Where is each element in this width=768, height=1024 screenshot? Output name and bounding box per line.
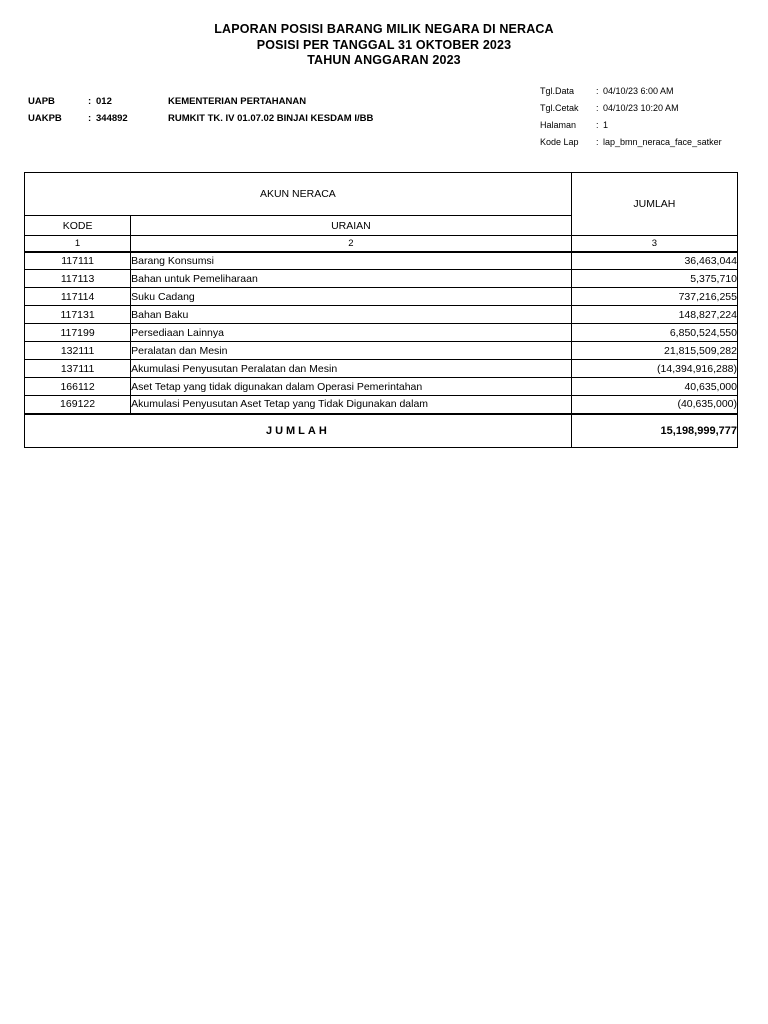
total-value: 15,198,999,777: [571, 414, 737, 448]
cell-jumlah: 5,375,710: [571, 270, 737, 288]
table-row: [25, 360, 738, 378]
meta-value-kode-lap: lap_bmn_neraca_face_satker: [603, 136, 722, 147]
report-title-line-2: POSISI PER TANGGAL 31 OKTOBER 2023: [256, 37, 512, 52]
cell-kode: 169122: [25, 396, 131, 414]
column-number-jumlah: 3: [571, 236, 737, 252]
header-info-band: [0, 86, 768, 164]
cell-jumlah: 36,463,044: [571, 252, 737, 270]
meta-colon-tgl-data: :: [596, 85, 599, 96]
meta-colon-tgl-cetak: :: [596, 102, 599, 113]
cell-kode: 117199: [25, 324, 131, 342]
cell-kode: 132111: [25, 342, 131, 360]
table-row: [25, 396, 738, 414]
entity-identity-block: [28, 96, 373, 130]
identity-code-uapb: 012: [96, 95, 112, 107]
meta-label-tgl-data: Tgl.Data: [540, 85, 575, 96]
cell-jumlah: 21,815,509,282: [571, 342, 737, 360]
table-row: [25, 252, 738, 270]
cell-uraian: Suku Cadang: [131, 288, 572, 306]
cell-kode: 117113: [25, 270, 131, 288]
column-number-kode: 1: [25, 236, 131, 252]
meta-colon-kode-lap: :: [596, 136, 599, 147]
balance-sheet-table: [24, 172, 738, 448]
cell-jumlah: 40,635,000: [571, 378, 737, 396]
balance-sheet-table-wrapper: [24, 172, 738, 448]
table-header-group-row: [25, 173, 738, 216]
cell-kode: 137111: [25, 360, 131, 378]
cell-kode: 166112: [25, 378, 131, 396]
meta-label-kode-lap: Kode Lap: [540, 136, 579, 147]
identity-label-uakpb: UAKPB: [28, 112, 62, 124]
meta-row-halaman: [540, 120, 722, 137]
meta-value-tgl-data: 04/10/23 6:00 AM: [603, 85, 674, 96]
report-title-line-1: LAPORAN POSISI BARANG MILIK NEGARA DI NERACA: [214, 22, 554, 36]
cell-uraian: Bahan Baku: [131, 306, 572, 324]
cell-uraian: Akumulasi Penyusutan Peralatan dan Mesin: [131, 360, 572, 378]
identity-row-uapb: [28, 96, 373, 113]
identity-row-uakpb: [28, 113, 373, 130]
table-row: [25, 324, 738, 342]
cell-kode: 117131: [25, 306, 131, 324]
meta-label-tgl-cetak: Tgl.Cetak: [540, 102, 579, 113]
cell-uraian: Peralatan dan Mesin: [131, 342, 572, 360]
cell-jumlah: (14,394,916,288): [571, 360, 737, 378]
identity-colon-uakpb: :: [88, 112, 92, 124]
identity-name-uakpb: RUMKIT TK. IV 01.07.02 BINJAI KESDAM I/BB: [168, 112, 374, 124]
cell-jumlah: 737,216,255: [571, 288, 737, 306]
meta-value-halaman: 1: [603, 119, 609, 130]
table-total-row: [25, 414, 738, 448]
table-row: [25, 306, 738, 324]
total-label: JUMLAH: [25, 414, 572, 448]
cell-kode: 117114: [25, 288, 131, 306]
identity-label-uapb: UAPB: [28, 95, 55, 107]
cell-uraian: Bahan untuk Pemeliharaan: [131, 270, 572, 288]
report-title-block: [0, 0, 768, 69]
meta-row-kode-lap: [540, 137, 722, 154]
column-header-kode: KODE: [25, 216, 131, 236]
meta-label-halaman: Halaman: [540, 119, 577, 130]
cell-uraian: Persediaan Lainnya: [131, 324, 572, 342]
column-group-akun-neraca: AKUN NERACA: [25, 173, 572, 216]
meta-row-tgl-cetak: [540, 103, 722, 120]
identity-code-uakpb: 344892: [96, 112, 128, 124]
column-number-uraian: 2: [131, 236, 572, 252]
meta-row-tgl-data: [540, 86, 722, 103]
table-row: [25, 342, 738, 360]
cell-uraian: Aset Tetap yang tidak digunakan dalam Operasi Pemerintahan: [131, 378, 572, 396]
table-row: [25, 288, 738, 306]
table-body: [25, 252, 738, 448]
table-header-number-row: [25, 236, 738, 252]
cell-kode: 117111: [25, 252, 131, 270]
meta-value-tgl-cetak: 04/10/23 10:20 AM: [603, 102, 679, 113]
cell-uraian: Akumulasi Penyusutan Aset Tetap yang Tidak Digunakan dalam: [131, 396, 572, 414]
identity-name-uapb: KEMENTERIAN PERTAHANAN: [168, 95, 307, 107]
table-row: [25, 270, 738, 288]
report-meta-block: [540, 86, 722, 154]
cell-uraian: Barang Konsumsi: [131, 252, 572, 270]
cell-jumlah: (40,635,000): [571, 396, 737, 414]
report-title-line-3: TAHUN ANGGARAN 2023: [307, 53, 461, 67]
cell-jumlah: 148,827,224: [571, 306, 737, 324]
meta-colon-halaman: :: [596, 119, 599, 130]
table-row: [25, 378, 738, 396]
cell-jumlah: 6,850,524,550: [571, 324, 737, 342]
table-head: [25, 173, 738, 252]
column-header-uraian: URAIAN: [131, 216, 572, 236]
identity-colon-uapb: :: [88, 95, 92, 107]
column-group-jumlah: JUMLAH: [571, 173, 737, 236]
